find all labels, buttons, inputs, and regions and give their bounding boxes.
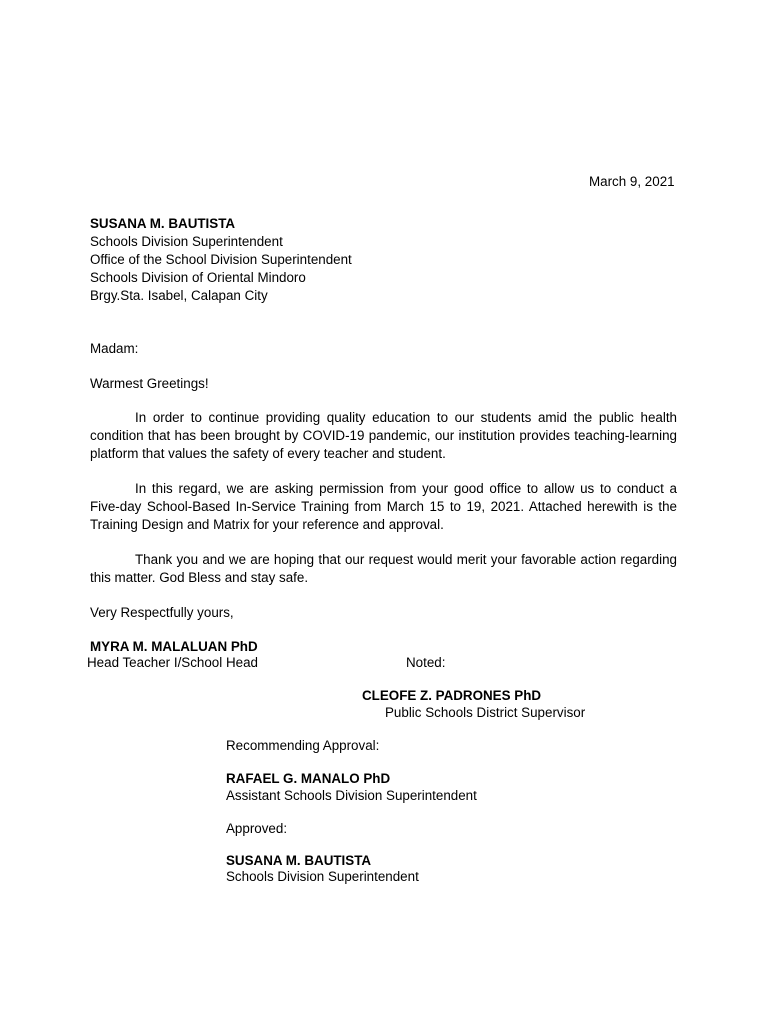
addressee-name: SUSANA M. BAUTISTA <box>90 216 236 231</box>
recommending-name: RAFAEL G. MANALO PhD <box>226 771 391 786</box>
noted-name: CLEOFE Z. PADRONES PhD <box>362 688 542 703</box>
body-paragraph-3: Thank you and we are hoping that our request would merit your favorable action regarding this matter. God Bless and stay safe. <box>90 552 677 585</box>
letter-date: March 9, 2021 <box>589 174 675 189</box>
body-paragraph-2: In this regard, we are asking permission from your good office to allow us to conduct a Five-day School-Based In-Service Training from March 15 to 19, 2021. Attached herewith is the Training Design and Matrix for your reference and approval. <box>90 481 677 532</box>
recommending-label: Recommending Approval: <box>226 738 380 753</box>
noted-title: Public Schools District Supervisor <box>385 705 586 720</box>
sender-title: Head Teacher I/School Head <box>87 655 258 670</box>
approved-name: SUSANA M. BAUTISTA <box>226 853 372 868</box>
addressee-line: Office of the School Division Superintendent <box>90 252 352 267</box>
closing: Very Respectfully yours, <box>90 605 234 620</box>
greeting: Warmest Greetings! <box>90 376 209 391</box>
noted-label: Noted: <box>406 655 446 670</box>
sender-name: MYRA M. MALALUAN PhD <box>90 639 258 654</box>
approved-label: Approved: <box>226 821 288 836</box>
addressee-line: Schools Division of Oriental Mindoro <box>90 270 306 285</box>
approved-title: Schools Division Superintendent <box>226 869 419 884</box>
salutation: Madam: <box>90 341 139 356</box>
recommending-title: Assistant Schools Division Superintendent <box>226 788 477 803</box>
addressee-line: Schools Division Superintendent <box>90 234 283 249</box>
body-paragraph-1: In order to continue providing quality education to our students amid the public health condition that has been brought by COVID-19 pandemic, our institution provides teaching-learning platform that values the safety of every teacher and student. <box>90 410 677 461</box>
addressee-line: Brgy.Sta. Isabel, Calapan City <box>90 288 268 303</box>
